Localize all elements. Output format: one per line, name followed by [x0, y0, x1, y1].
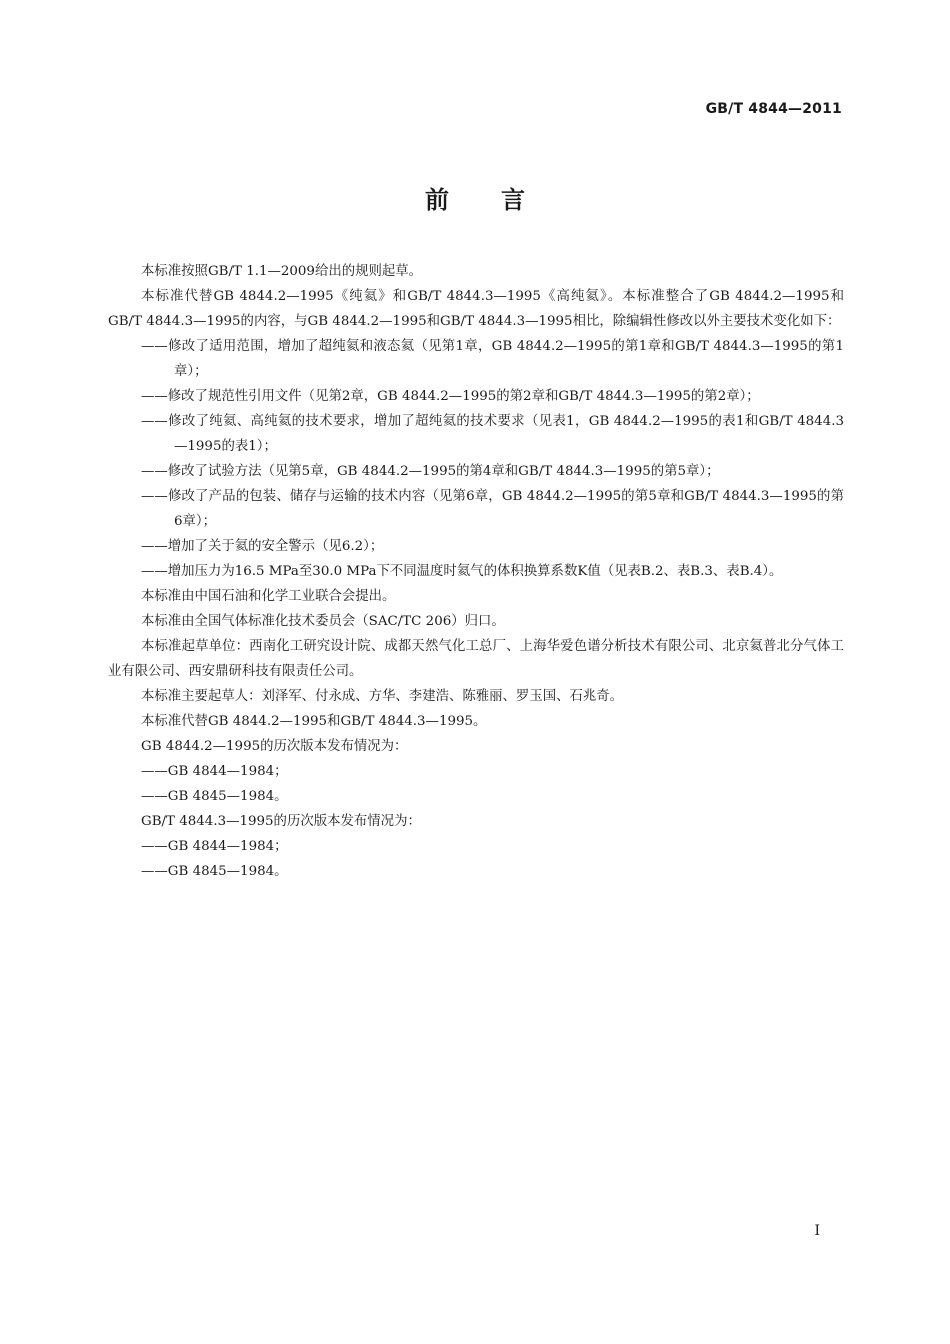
- foreword-body: [108, 259, 844, 884]
- change-item-requirements: ——修改了纯氦、高纯氦的技术要求，增加了超纯氦的技术要求（见表1，GB 4844.2—1995的表1和GB/T 4844.3—1995的表1）；: [141, 414, 844, 454]
- history-2-item-2: ——GB 4845—1984。: [141, 864, 288, 879]
- paragraph-drafting-units: 本标准起草单位：西南化工研究设计院、成都天然气化工总厂、上海华爱色谱分析技术有限公司、北京氦普北分气体工业有限公司、西安鼎研科技有限责任公司。: [108, 639, 844, 679]
- paragraph-drafting-rules: 本标准按照GB/T 1.1—2009给出的规则起草。: [141, 264, 423, 279]
- paragraph-drafters: 本标准主要起草人：刘泽军、付永成、方华、李建浩、陈雅丽、罗玉国、石兆奇。: [141, 689, 624, 704]
- paragraph-supersedes: 本标准代替GB 4844.2—1995和GB/T 4844.3—1995。: [141, 714, 487, 729]
- change-item-scope: ——修改了适用范围，增加了超纯氦和液态氦（见第1章，GB 4844.2—1995的第1章和GB/T 4844.3—1995的第1章）；: [141, 339, 844, 379]
- paragraph-committee: 本标准由全国气体标准化技术委员会（SAC/TC 206）归口。: [141, 614, 505, 629]
- history-2-item-1: ——GB 4844—1984；: [141, 839, 288, 854]
- page-title: [0, 180, 950, 215]
- paragraph-history-1-heading: GB 4844.2—1995的历次版本发布情况为：: [141, 739, 408, 754]
- standard-number: GB/T 4844—2011: [705, 101, 842, 117]
- history-1-item-2: ——GB 4845—1984。: [141, 789, 288, 804]
- history-1-item-1: ——GB 4844—1984；: [141, 764, 288, 779]
- change-item-references: ——修改了规范性引用文件（见第2章，GB 4844.2—1995的第2章和GB/T 4844.3—1995的第2章）；: [141, 389, 760, 404]
- title-char-1: 前: [425, 186, 449, 214]
- paragraph-history-2-heading: GB/T 4844.3—1995的历次版本发布情况为：: [141, 814, 421, 829]
- paragraph-proposed-by: 本标准由中国石油和化学工业联合会提出。: [141, 589, 396, 604]
- change-item-packaging: ——修改了产品的包装、储存与运输的技术内容（见第6章，GB 4844.2—1995的第5章和GB/T 4844.3—1995的第6章）；: [141, 489, 844, 529]
- page-number: I: [814, 1223, 820, 1239]
- title-char-2: 言: [501, 186, 525, 214]
- change-item-k-value: ——增加压力为16.5 MPa至30.0 MPa下不同温度时氦气的体积换算系数K值（见表B.2、表B.3、表B.4）。: [141, 564, 783, 579]
- change-item-test-methods: ——修改了试验方法（见第5章，GB 4844.2—1995的第4章和GB/T 4844.3—1995的第5章）；: [141, 464, 720, 479]
- paragraph-replaces: 本标准代替GB 4844.2—1995《纯氦》和GB/T 4844.3—1995《高纯氦》。本标准整合了GB 4844.2—1995和GB/T 4844.3—1995的内容，与GB 4844.2—1995和GB/T 4844.3—1995相比，除编辑性修改以外主要技术变化如下：: [108, 289, 844, 329]
- change-item-safety: ——增加了关于氦的安全警示（见6.2）；: [141, 539, 384, 554]
